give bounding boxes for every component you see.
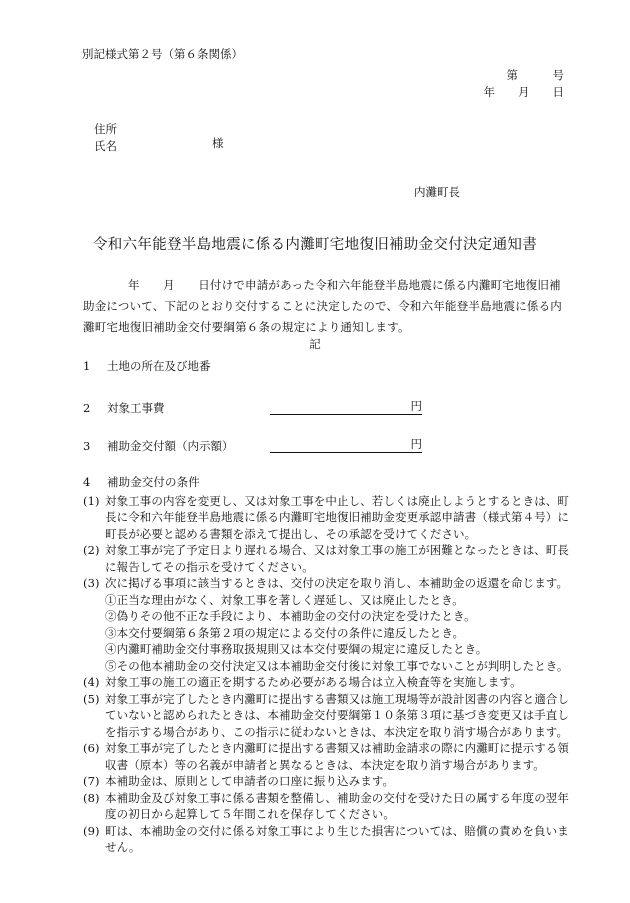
item-4 [83, 474, 573, 491]
condition-text: 本補助金及び対象工事に係る書類を整備し、補助金の交付を受けた日の属する年度の翌年度の初日から起算して５年間これを保存してください。 [105, 790, 569, 821]
yen-unit: 円 [410, 399, 422, 413]
yen-unit: 円 [410, 437, 422, 451]
condition-text: 本補助金は、原則として申請者の口座に振り込みます。 [105, 774, 395, 788]
honorific: 様 [212, 136, 224, 150]
item-number: 4 [83, 475, 91, 489]
sub-item-1: ①正当な理由がなく、対象工事を著しく遅延し、又は廃止したとき。 [105, 592, 464, 607]
condition-number: (5) [83, 691, 100, 706]
item-number: 3 [83, 439, 91, 453]
recipient-block [94, 121, 117, 155]
condition-number: (2) [83, 543, 100, 557]
item-number: 1 [83, 359, 91, 373]
conditions-section [83, 474, 573, 856]
item-label: 補助金交付の条件 [107, 475, 200, 489]
condition-6 [83, 740, 573, 773]
sub-item-3: ③本交付要綱第６条第２項の規定による交付の条件に違反したとき。 [105, 625, 465, 640]
condition-text: 対象工事が完了したとき内灘町に提出する書類又は施工現場等が設計図書の内容と適合していないと認められたときは、本補助金交付要綱第１０条第３項に基づき変更又は手直しを指示する場合があり、この指示に従わないときは、本決定を取り消す場合があります。 [105, 691, 569, 739]
item-2 [83, 403, 165, 415]
condition-number: (9) [83, 823, 100, 838]
subsidy-amount-field [270, 439, 422, 453]
condition-2 [83, 542, 573, 575]
condition-text: 対象工事が完了予定日より遅れる場合、又は対象工事の施工が困難となったときは、町長に報告してその指示を受けてください。 [105, 543, 569, 574]
item-number: 2 [83, 401, 91, 415]
form-number: 別記様式第２号（第６条関係） [82, 47, 243, 61]
condition-9 [83, 823, 573, 856]
item-label: 土地の所在及び地番 [107, 359, 211, 373]
item-1 [83, 361, 211, 373]
document-date: 年 月 日 [483, 85, 564, 99]
item-3 [83, 441, 234, 453]
name-label: 氏名 [94, 139, 117, 153]
condition-text: 次に掲げる事項に該当するときは、交付の決定を取り消し、本補助金の返還を命じます。 [105, 576, 569, 590]
document-number: 第 号 [506, 68, 564, 82]
sub-item-2: ②偽りその他不正な手段により、本補助金の交付の決定を受けたとき。 [105, 609, 476, 623]
body-paragraph: 年 月 日付けで申請があった令和六年能登半島地震に係る内灘町宅地復旧補助金について、下記のとおり交付することに決定したので、令和六年能登半島地震に係る内灘町宅地復旧補助金交付要綱第６条の規定により通知します。 [83, 278, 563, 334]
condition-4 [83, 674, 573, 691]
condition-1 [83, 493, 573, 543]
issuer: 内灘町長 [414, 185, 460, 199]
condition-8 [83, 790, 573, 823]
condition-5 [83, 691, 573, 741]
condition-7 [83, 773, 573, 790]
condition-number: (7) [83, 774, 100, 788]
condition-text: 対象工事が完了したとき内灘町に提出する書類又は補助金請求の際に内灘町に提示する領収書（原本）等の名義が申請者と異なるときは、本決定を取り消す場合があります。 [105, 741, 569, 772]
address-label: 住所 [94, 122, 117, 136]
item-label: 対象工事費 [107, 401, 165, 415]
condition-number: (8) [83, 790, 100, 805]
number-date-block [484, 67, 565, 101]
condition-number: (6) [83, 741, 100, 755]
document-title: 令和六年能登半島地震に係る内灘町宅地復旧補助金交付決定通知書 [93, 237, 537, 253]
condition-text: 対象工事の内容を変更し、又は対象工事を中止し、若しくは廃止しようとするときは、町長に令和六年能登半島地震に係る内灘町宅地復旧補助金変更承認申請書（様式第４号）に町長が必要と認める書類を添えて提出し、その承認を受けてください。 [105, 493, 569, 541]
sub-item-4: ④内灘町補助金交付事務取扱規則又は本交付要綱の規定に違反したとき。 [105, 642, 488, 656]
condition-text: 対象工事の施工の適正を期するため必要がある場合は立入検査等を実施します。 [105, 675, 522, 689]
condition-number: (1) [83, 493, 100, 508]
condition-number: (4) [83, 675, 100, 689]
condition-number: (3) [83, 576, 100, 590]
condition-text: 町は、本補助金の交付に係る対象工事により生じた損害については、賠償の責めを負いません。 [105, 823, 569, 854]
ki-heading: 記 [309, 337, 321, 351]
item-label: 補助金交付額（内示額） [107, 439, 234, 453]
condition-3 [83, 575, 573, 592]
construction-cost-field [270, 401, 422, 415]
sub-item-5: ⑤その他本補助金の交付決定又は本補助金交付後に対象工事でないことが判明したとき。 [105, 658, 569, 673]
